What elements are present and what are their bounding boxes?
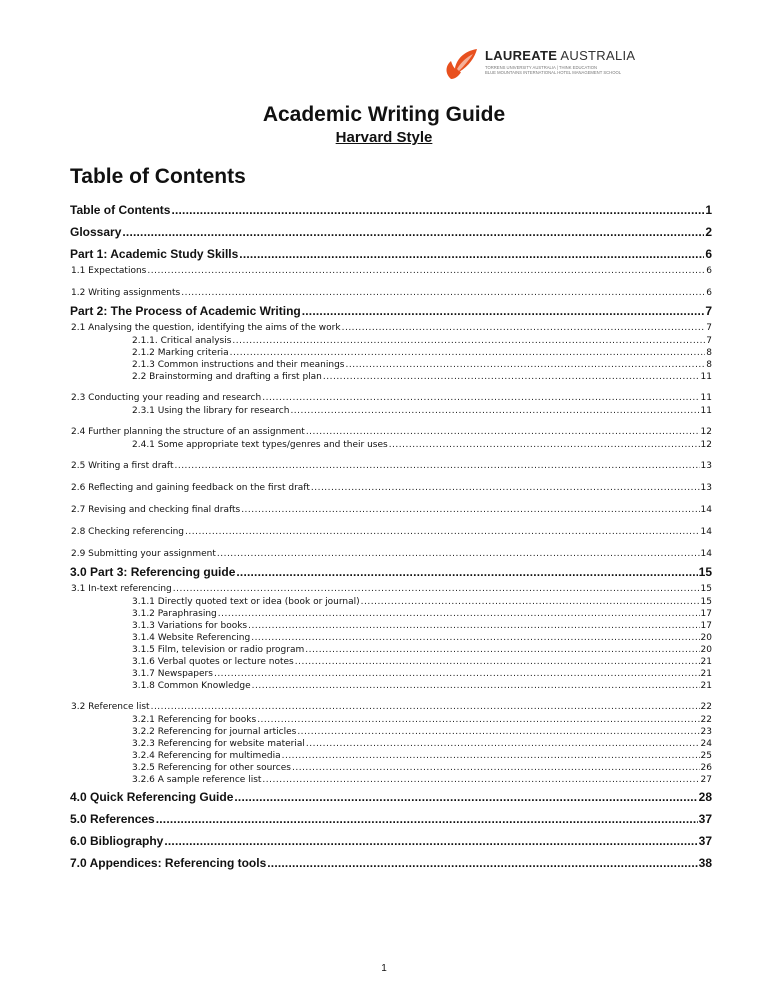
toc-entry-title: 3.1.4 Website Referencing <box>132 633 251 643</box>
toc-entry-page: 15 <box>700 597 712 607</box>
toc-entry-title: 2.7 Revising and checking final drafts <box>71 505 241 515</box>
toc-entry[interactable] <box>70 830 712 852</box>
toc-leader-dots <box>214 668 700 680</box>
toc-entry-title: Table of Contents <box>70 203 171 217</box>
toc-entry-title: 3.2.1 Referencing for books <box>132 715 257 725</box>
toc-leader-dots <box>290 405 699 417</box>
toc-entry-page: 26 <box>700 763 712 773</box>
toc-entry-title: Part 2: The Process of Academic Writing <box>70 304 301 318</box>
toc-entry-page: 24 <box>700 739 712 749</box>
toc-entry[interactable] <box>70 620 712 632</box>
toc-heading: Table of Contents <box>70 165 246 188</box>
toc-entry-page: 28 <box>698 790 712 804</box>
toc-leader-dots <box>297 726 699 738</box>
toc-entry-title: 7.0 Appendices: Referencing tools <box>70 856 267 870</box>
toc-leader-dots <box>217 548 700 561</box>
table-of-contents <box>70 199 712 874</box>
toc-entry-page: 17 <box>700 609 712 619</box>
toc-entry-page: 17 <box>700 621 712 631</box>
toc-entry-page: 7 <box>706 336 712 346</box>
toc-leader-dots <box>174 460 699 473</box>
toc-entry[interactable] <box>70 714 712 726</box>
toc-entry-title: 2.2 Brainstorming and drafting a first plan <box>132 372 322 382</box>
toc-entry-page: 12 <box>700 440 712 450</box>
toc-entry-title: 3.1.5 Film, television or radio program <box>132 645 305 655</box>
toc-leader-dots <box>241 504 699 517</box>
toc-entry-page: 6 <box>706 266 712 276</box>
toc-leader-dots <box>302 300 705 322</box>
toc-entry[interactable] <box>70 460 712 473</box>
toc-leader-dots <box>173 583 700 596</box>
toc-leader-dots <box>252 680 700 692</box>
toc-entry-page: 8 <box>706 348 712 358</box>
toc-entry[interactable] <box>70 750 712 762</box>
toc-entry[interactable] <box>70 632 712 644</box>
toc-entry[interactable] <box>70 680 712 692</box>
toc-entry[interactable] <box>70 774 712 786</box>
toc-entry[interactable] <box>70 287 712 300</box>
toc-entry-page: 8 <box>706 360 712 370</box>
toc-entry-page: 27 <box>700 775 712 785</box>
toc-leader-dots <box>156 808 698 830</box>
toc-leader-dots <box>218 608 700 620</box>
toc-entry-title: 2.4.1 Some appropriate text types/genres and their uses <box>132 440 388 450</box>
toc-entry[interactable] <box>70 439 712 451</box>
toc-entry-page: 6 <box>706 288 712 298</box>
toc-entry[interactable] <box>70 300 712 322</box>
toc-entry-title: 3.1.3 Variations for books <box>132 621 248 631</box>
toc-entry-title: 2.6 Reflecting and gaining feedback on the first draft <box>71 483 310 493</box>
toc-entry-title: 2.9 Submitting your assignment <box>71 549 216 559</box>
toc-leader-dots <box>248 620 699 632</box>
toc-entry-title: 4.0 Quick Referencing Guide <box>70 790 234 804</box>
toc-entry[interactable] <box>70 596 712 608</box>
toc-entry-page: 14 <box>700 527 712 537</box>
toc-entry[interactable] <box>70 644 712 656</box>
toc-leader-dots <box>185 526 700 539</box>
toc-entry-page: 14 <box>700 549 712 559</box>
toc-entry-title: 3.1.7 Newspapers <box>132 669 213 679</box>
toc-entry-page: 22 <box>700 715 712 725</box>
toc-leader-dots <box>262 392 699 405</box>
toc-entry-page: 12 <box>700 427 712 437</box>
toc-leader-dots <box>171 199 704 221</box>
toc-entry-title: 6.0 Bibliography <box>70 834 164 848</box>
toc-entry[interactable] <box>70 265 712 278</box>
toc-leader-dots <box>257 714 699 726</box>
toc-entry-title: 3.2.4 Referencing for multimedia <box>132 751 281 761</box>
toc-entry-title: 1.1 Expectations <box>71 266 147 276</box>
flame-logo-icon <box>443 48 483 80</box>
toc-entry[interactable] <box>70 405 712 417</box>
toc-entry-title: 3.1 In-text referencing <box>71 584 172 594</box>
toc-entry-title: 2.3.1 Using the library for research <box>132 406 290 416</box>
toc-entry[interactable] <box>70 482 712 495</box>
toc-entry[interactable] <box>70 347 712 359</box>
toc-entry-page: 13 <box>700 461 712 471</box>
toc-entry-page: 37 <box>698 834 712 848</box>
toc-leader-dots <box>345 359 705 371</box>
toc-entry-page: 6 <box>705 247 712 261</box>
toc-entry-page: 2 <box>705 225 712 239</box>
toc-entry[interactable] <box>70 701 712 714</box>
toc-entry-title: 2.1.2 Marking criteria <box>132 348 229 358</box>
toc-entry-title: 3.1.2 Paraphrasing <box>132 609 217 619</box>
toc-entry-page: 37 <box>698 812 712 826</box>
toc-entry[interactable] <box>70 561 712 583</box>
toc-entry[interactable] <box>70 808 712 830</box>
toc-entry[interactable] <box>70 243 712 265</box>
toc-leader-dots <box>361 596 700 608</box>
toc-leader-dots <box>262 774 699 786</box>
document-subtitle: Harvard Style <box>335 129 433 146</box>
toc-leader-dots <box>306 426 700 439</box>
toc-leader-dots <box>306 738 700 750</box>
toc-entry-title: 2.1 Analysing the question, identifying the aims of the work <box>71 323 341 333</box>
toc-leader-dots <box>122 221 704 243</box>
toc-leader-dots <box>305 644 699 656</box>
toc-entry-title: 5.0 References <box>70 812 155 826</box>
toc-entry-title: 2.4 Further planning the structure of an assignment <box>71 427 305 437</box>
toc-entry[interactable] <box>70 335 712 347</box>
toc-entry-title: Glossary <box>70 225 122 239</box>
toc-entry[interactable] <box>70 322 712 335</box>
toc-entry[interactable] <box>70 371 712 383</box>
toc-leader-dots <box>230 347 706 359</box>
toc-leader-dots <box>181 287 705 300</box>
toc-entry[interactable] <box>70 668 712 680</box>
laureate-logo <box>443 48 636 80</box>
toc-entry[interactable] <box>70 583 712 596</box>
toc-entry-title: 1.2 Writing assignments <box>71 288 181 298</box>
toc-entry-page: 11 <box>700 372 712 382</box>
toc-entry-title: 3.1.1 Directly quoted text or idea (book or journal) <box>132 597 360 607</box>
toc-entry[interactable] <box>70 221 712 243</box>
toc-entry-title: 2.5 Writing a first draft <box>71 461 174 471</box>
page-number: 1 <box>381 963 387 974</box>
toc-entry[interactable] <box>70 608 712 620</box>
toc-entry-title: 2.1.3 Common instructions and their meanings <box>132 360 345 370</box>
toc-entry-page: 14 <box>700 505 712 515</box>
toc-leader-dots <box>151 701 700 714</box>
toc-entry-page: 21 <box>700 657 712 667</box>
toc-entry-page: 25 <box>700 751 712 761</box>
toc-leader-dots <box>232 335 705 347</box>
toc-entry[interactable] <box>70 738 712 750</box>
toc-entry[interactable] <box>70 526 712 539</box>
toc-entry-title: 3.2.5 Referencing for other sources <box>132 763 291 773</box>
toc-entry[interactable] <box>70 726 712 738</box>
toc-entry-title: 2.1.1. Critical analysis <box>132 336 232 346</box>
toc-entry-title: 3.0 Part 3: Referencing guide <box>70 565 236 579</box>
toc-entry[interactable] <box>70 852 712 874</box>
document-title: Academic Writing Guide <box>262 103 506 126</box>
toc-entry[interactable] <box>70 786 712 808</box>
toc-entry-page: 1 <box>705 203 712 217</box>
toc-leader-dots <box>234 786 697 808</box>
toc-entry[interactable] <box>70 762 712 774</box>
toc-entry-page: 15 <box>698 565 712 579</box>
toc-entry[interactable] <box>70 426 712 439</box>
toc-entry[interactable] <box>70 656 712 668</box>
toc-entry-page: 20 <box>700 633 712 643</box>
toc-entry-page: 15 <box>700 584 712 594</box>
toc-entry-page: 21 <box>700 669 712 679</box>
toc-leader-dots <box>267 852 697 874</box>
toc-entry-title: 3.2.2 Referencing for journal articles <box>132 727 297 737</box>
toc-entry[interactable] <box>70 548 712 561</box>
toc-entry-title: 3.1.6 Verbal quotes or lecture notes <box>132 657 294 667</box>
toc-leader-dots <box>389 439 700 451</box>
logo-tagline: TORRENS UNIVERSITY AUSTRALIA | THINK EDUCATION BLUE MOUNTAINS INTERNATIONAL HOTEL MANAGEMENT SCHOOL <box>485 65 622 75</box>
toc-leader-dots <box>236 561 697 583</box>
toc-entry-page: 11 <box>700 406 712 416</box>
toc-leader-dots <box>323 371 700 383</box>
toc-leader-dots <box>282 750 700 762</box>
toc-entry-title: Part 1: Academic Study Skills <box>70 247 239 261</box>
toc-leader-dots <box>164 830 697 852</box>
toc-entry-page: 13 <box>700 483 712 493</box>
toc-entry-title: 3.1.8 Common Knowledge <box>132 681 251 691</box>
toc-entry[interactable] <box>70 504 712 517</box>
toc-leader-dots <box>292 762 700 774</box>
toc-entry-page: 38 <box>698 856 712 870</box>
toc-leader-dots <box>295 656 700 668</box>
toc-entry-title: 3.2 Reference list <box>71 702 150 712</box>
toc-entry-title: 2.3 Conducting your reading and research <box>71 393 262 403</box>
toc-entry-page: 21 <box>700 681 712 691</box>
toc-leader-dots <box>239 243 704 265</box>
toc-entry[interactable] <box>70 392 712 405</box>
toc-leader-dots <box>147 265 705 278</box>
toc-entry-page: 7 <box>706 323 712 333</box>
toc-leader-dots <box>342 322 706 335</box>
toc-entry-page: 22 <box>700 702 712 712</box>
toc-entry-page: 20 <box>700 645 712 655</box>
toc-entry-page: 11 <box>700 393 712 403</box>
toc-leader-dots <box>251 632 699 644</box>
toc-entry[interactable] <box>70 359 712 371</box>
toc-entry-title: 3.2.3 Referencing for website material <box>132 739 305 749</box>
toc-entry-title: 2.8 Checking referencing <box>71 527 184 537</box>
toc-entry-page: 7 <box>705 304 712 318</box>
toc-leader-dots <box>311 482 700 495</box>
toc-entry[interactable] <box>70 199 712 221</box>
toc-entry-page: 23 <box>700 727 712 737</box>
toc-entry-title: 3.2.6 A sample reference list <box>132 775 262 785</box>
logo-wordmark: LAUREATE AUSTRALIA <box>485 48 636 63</box>
